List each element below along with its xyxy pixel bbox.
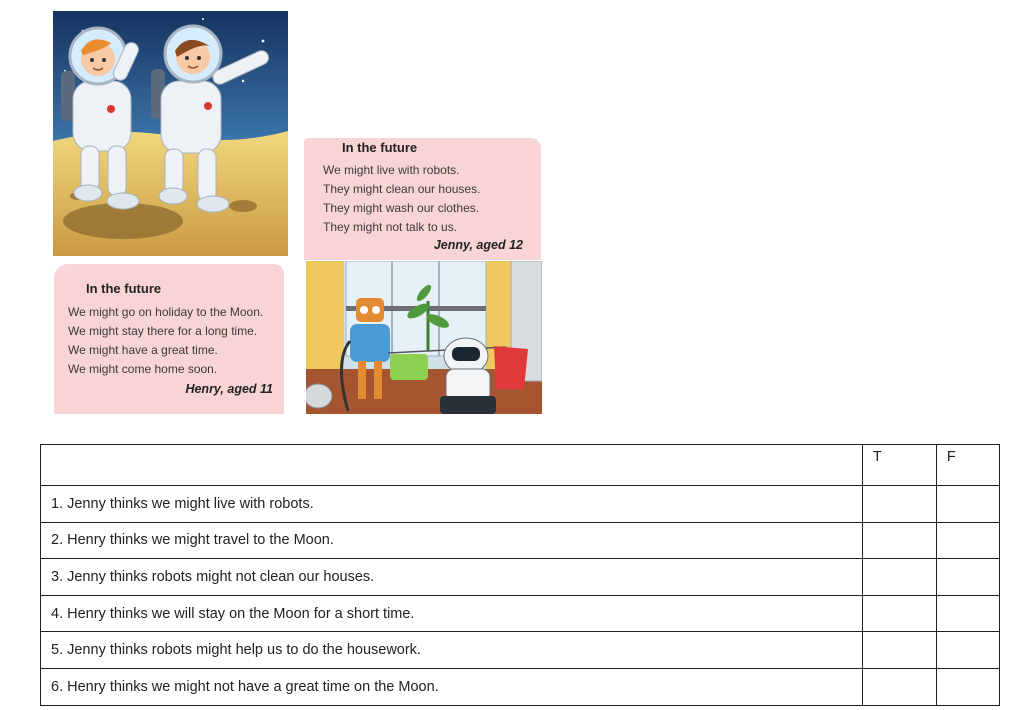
- true-answer-cell[interactable]: [862, 595, 936, 632]
- card-line: They might clean our houses.: [323, 182, 481, 196]
- astronauts-on-moon-illustration: [53, 11, 288, 256]
- robots-housework-illustration: [306, 261, 542, 414]
- true-answer-cell[interactable]: [862, 632, 936, 669]
- table-row: [41, 668, 1000, 705]
- false-answer-cell[interactable]: [936, 668, 999, 705]
- false-answer-cell[interactable]: [936, 522, 999, 559]
- card-line: We might stay there for a long time.: [68, 324, 258, 338]
- henry-text-card: [54, 264, 284, 414]
- card-line: We might go on holiday to the Moon.: [68, 305, 264, 319]
- card-line: They might not talk to us.: [323, 220, 458, 234]
- true-header-cell: T: [862, 445, 936, 486]
- card-signature: Jenny, aged 12: [433, 238, 523, 252]
- false-answer-cell[interactable]: [936, 486, 999, 523]
- card-title: In the future: [86, 281, 162, 296]
- card-title: In the future: [342, 140, 418, 155]
- true-answer-cell[interactable]: [862, 486, 936, 523]
- table-row: [41, 595, 1000, 632]
- true-answer-cell[interactable]: [862, 559, 936, 596]
- statement-cell: 2. Henry thinks we might travel to the Moon.: [41, 522, 863, 559]
- table-row: [41, 632, 1000, 669]
- table-header-row: [41, 445, 1000, 486]
- statement-header-cell: [41, 445, 863, 486]
- false-answer-cell[interactable]: [936, 632, 999, 669]
- card-line: We might come home soon.: [68, 362, 218, 376]
- false-answer-cell[interactable]: [936, 595, 999, 632]
- statement-cell: 3. Jenny thinks robots might not clean our houses.: [41, 559, 863, 596]
- card-line: They might wash our clothes.: [323, 201, 480, 215]
- true-false-table: [40, 444, 1000, 706]
- table-row: [41, 486, 1000, 523]
- statement-cell: 1. Jenny thinks we might live with robots.: [41, 486, 863, 523]
- table-row: [41, 559, 1000, 596]
- statement-cell: 5. Jenny thinks robots might help us to do the housework.: [41, 632, 863, 669]
- true-answer-cell[interactable]: [862, 522, 936, 559]
- table-row: [41, 522, 1000, 559]
- jenny-text-card: [304, 138, 541, 260]
- card-signature: Henry, aged 11: [185, 382, 273, 396]
- statement-cell: 6. Henry thinks we might not have a great time on the Moon.: [41, 668, 863, 705]
- card-line: We might live with robots.: [323, 163, 460, 177]
- statement-cell: 4. Henry thinks we will stay on the Moon for a short time.: [41, 595, 863, 632]
- true-answer-cell[interactable]: [862, 668, 936, 705]
- false-header-cell: F: [936, 445, 999, 486]
- false-answer-cell[interactable]: [936, 559, 999, 596]
- card-line: We might have a great time.: [68, 343, 218, 357]
